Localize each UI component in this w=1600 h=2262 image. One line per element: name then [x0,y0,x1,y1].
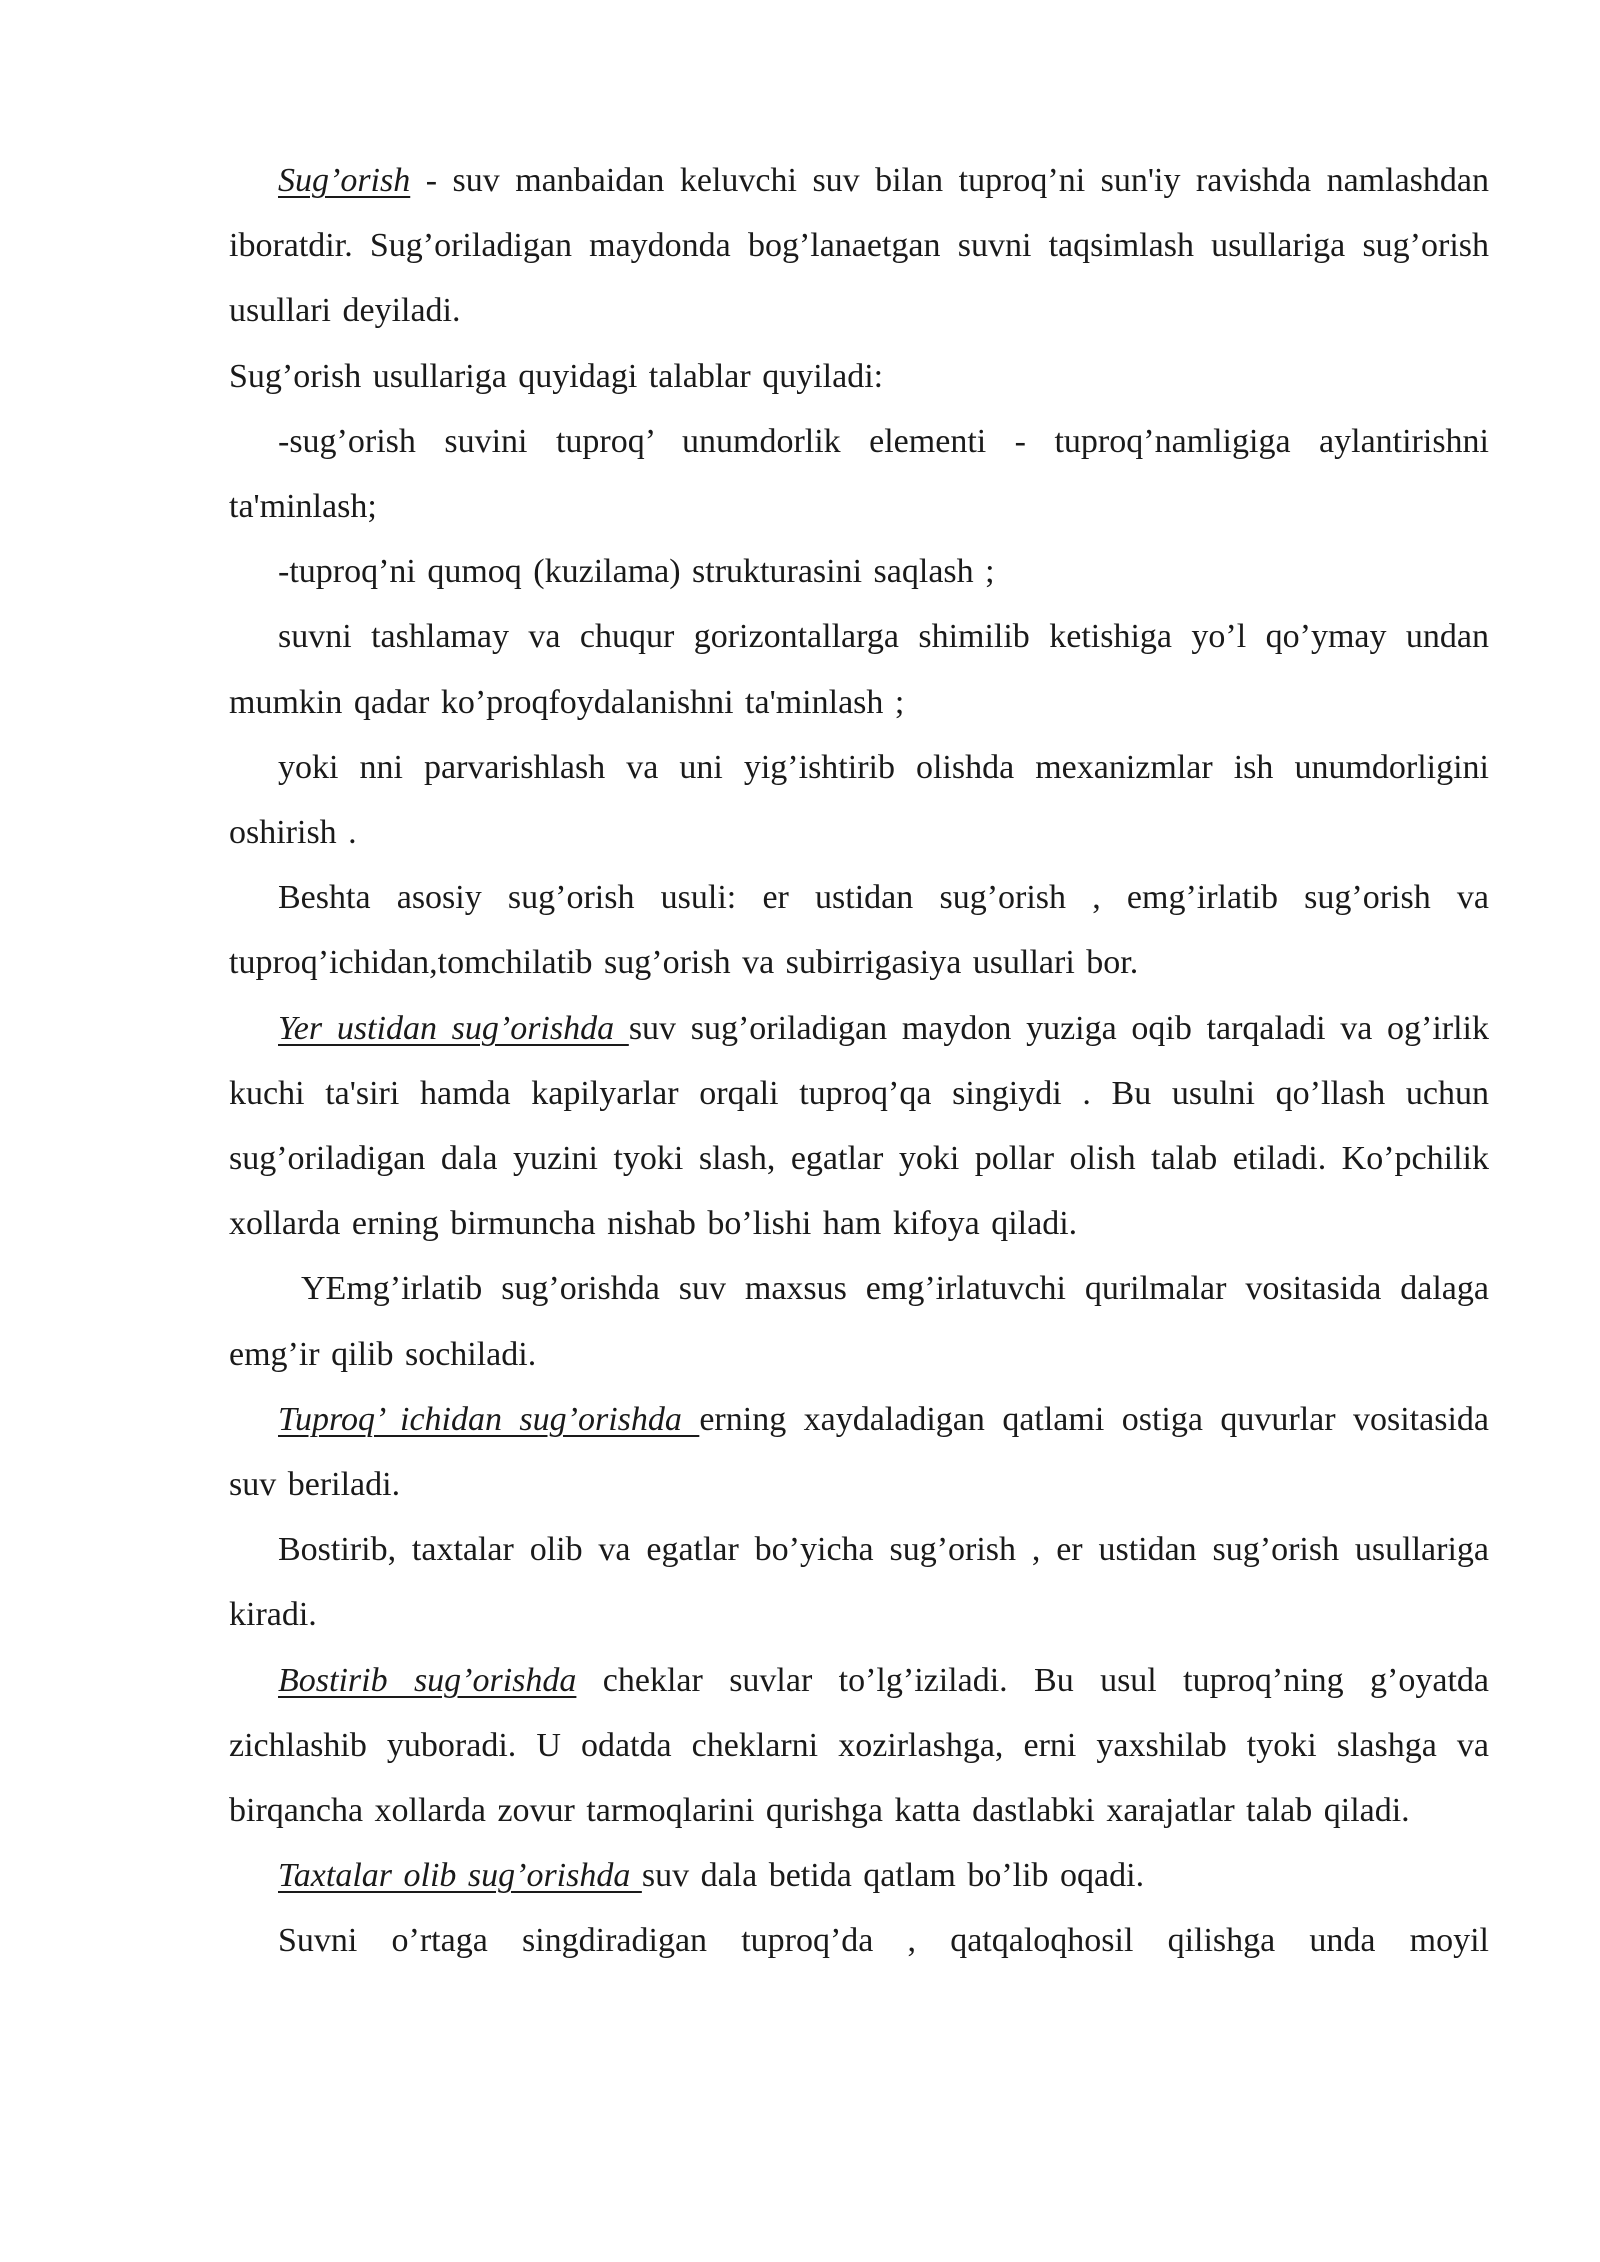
paragraph-definition [229,148,1489,344]
paragraph-subsurface-irrigation [229,1387,1489,1517]
paragraph-text: suv dala betida qatlam bo’lib oqadi. [641,1857,1145,1895]
paragraph-flood-irrigation [229,1648,1489,1844]
paragraph-sprinkler-irrigation: YEmg’irlatib sug’orishda suv maxsus emg’irlatuvchi qurilmalar vositasida dalaga emg’ir qilib sochiladi. [229,1270,1489,1373]
paragraph-requirement-1: -sug’orish suvini tuproq’ unumdorlik elementi - tuproq’namligiga aylantirishni ta'minlash; [229,422,1489,526]
paragraph-text: erning xaydaladigan qatlami ostiga quvurlar vositasida suv beriladi. [229,1400,1489,1504]
term-taxtalar: Taxtalar olib sug’orishda [278,1857,642,1895]
term-yer-ustidan: Yer ustidan sug’orishda [278,1009,629,1047]
paragraph-requirements-heading: Sug’orish usullariga quyidagi talablar quyiladi: [229,357,884,395]
paragraph-requirement-4: yoki nni parvarishlash va uni yig’ishtirib olishda mexanizmlar ish unumdorligini oshirish . [229,748,1489,852]
paragraph-text: cheklar suvlar to’lg’iziladi. Bu usul tuproq’ning g’oyatda zichlashib yuboradi. U odatda cheklarni xozirlashga, erni yaxshilab tyoki slashga va birqancha xollarda zovur tarmoqlarini qurishga katta dastlabki xarajatlar talab qiladi. [229,1661,1489,1830]
paragraph-requirement-3: suvni tashlamay va chuqur gorizontallarga shimilib ketishiga yo’l qo’ymay undan mumkin qadar ko’proqfoydalanishni ta'minlash ; [229,618,1489,721]
term-bostirib: Bostirib sug’orishda [278,1661,577,1699]
paragraph-surface-types: Bostirib, taxtalar olib va egatlar bo’yicha sug’orish , er ustidan sug’orish usullariga kiradi. [229,1531,1489,1634]
term-tuproq-ichidan: Tuproq’ ichidan sug’orishda [278,1400,700,1438]
paragraph-last-line: Suvni o’rtaga singdiradigan tuproq’da , qatqaloqhosil qilishga unda moyil [278,1922,1489,1960]
paragraph-surface-irrigation [229,996,1489,1257]
term-sugorish: Sug’orish [278,162,411,199]
paragraph-five-methods: Beshta asosiy sug’orish usuli: er ustidan sug’orish , emg’irlatib sug’orish va tuproq’ichidan,tomchilatib sug’orish va subirrigasiya usullari bor. [229,879,1489,982]
paragraph-text: suv sug’oriladigan maydon yuziga oqib tarqaladi va og’irlik kuchi ta'siri hamda kapilyarlar orqali tuproq’qa singiydi . Bu usulni qo’llash uchun sug’oriladigan dala yuzini tyoki slash, egatlar yoki pollar olish talab etiladi. Ko’pchilik xollarda erning birmuncha nishab bo’lishi ham kifoya qiladi. [229,1009,1489,1243]
document-page [229,148,1489,1974]
paragraph-requirement-2: -tuproq’ni qumoq (kuzilama) strukturasini saqlash ; [278,553,995,591]
paragraph-border-irrigation [229,1843,1489,1908]
paragraph-text: - suv manbaidan keluvchi suv bilan tuproq’ni sun'iy ravishda namlashdan iboratdir. Sug’oriladigan maydonda bog’lanaetgan suvni taqsimlash usullariga sug’orish usullari deyiladi. [229,162,1489,330]
